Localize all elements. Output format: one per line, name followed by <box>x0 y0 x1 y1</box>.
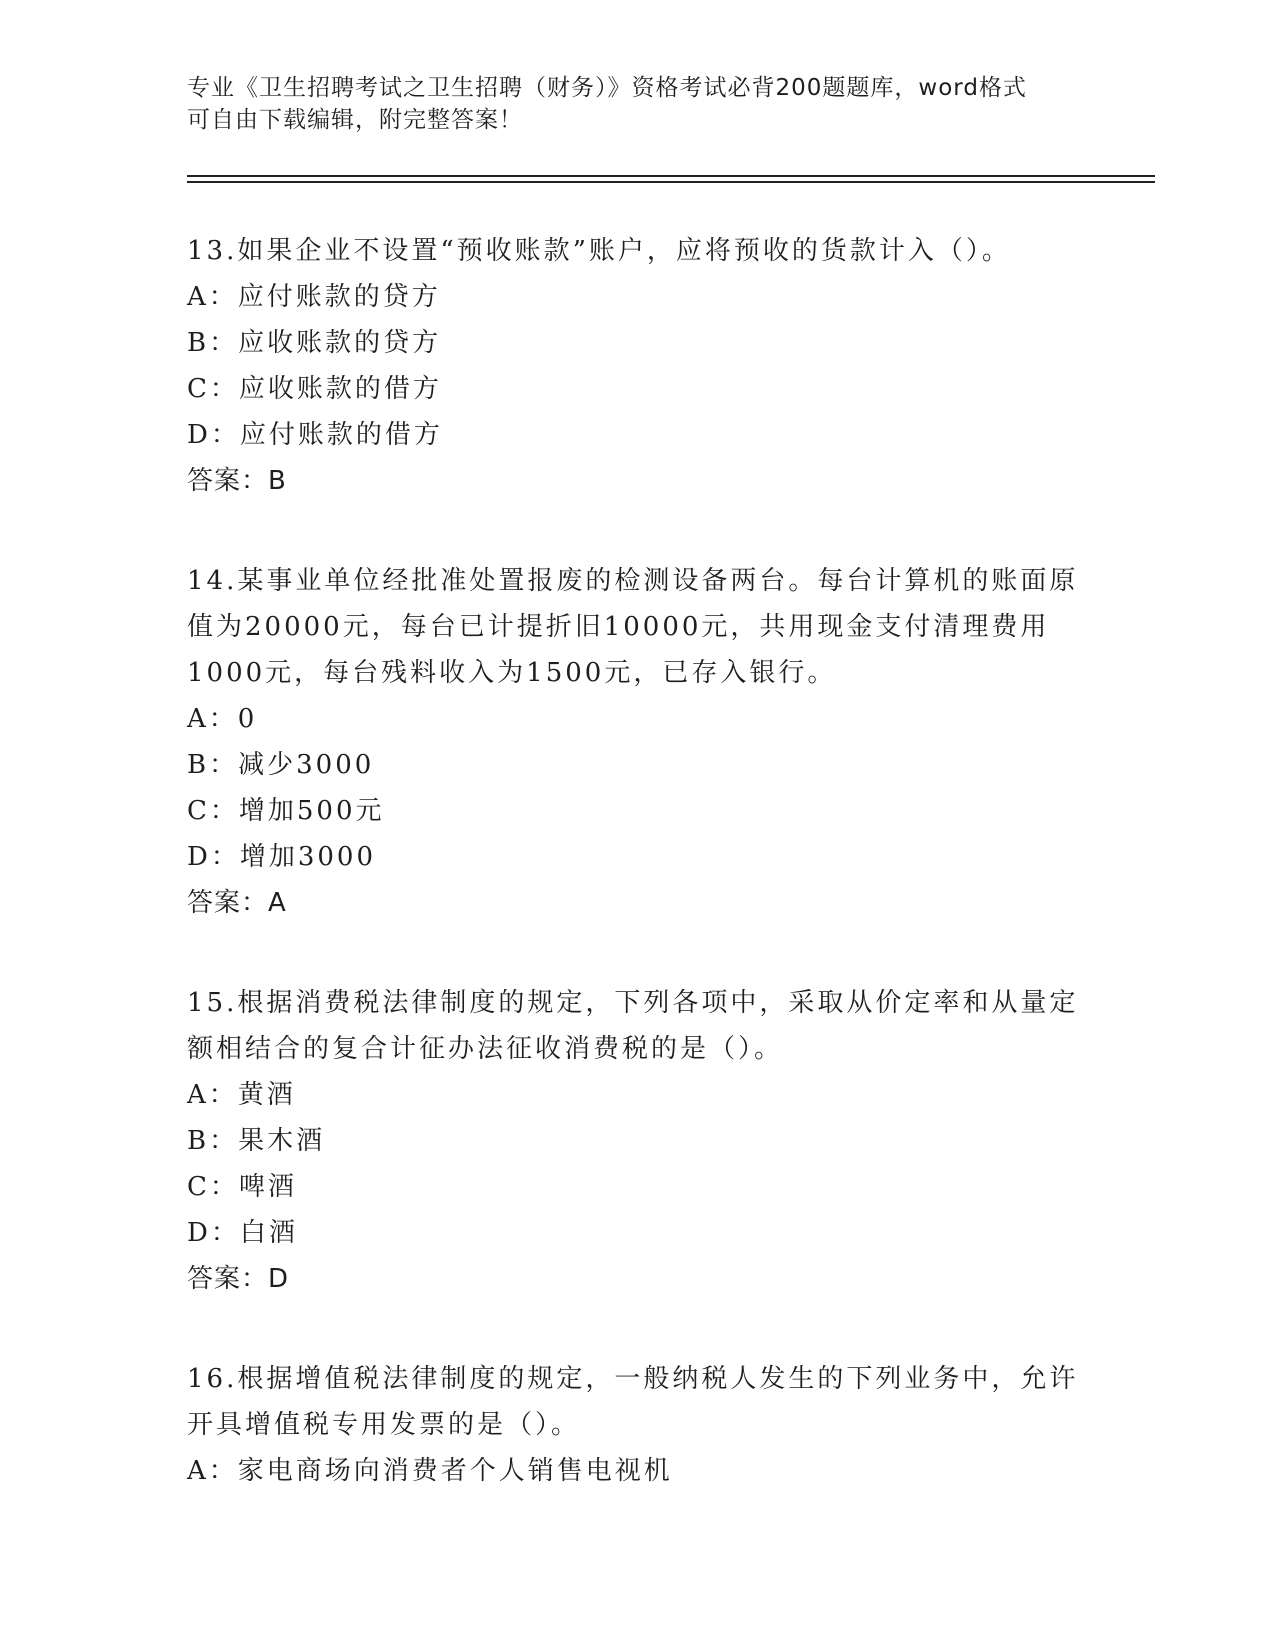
question-14 <box>187 558 1087 926</box>
option-c: C：增加500元 <box>187 796 385 826</box>
answer-label: 答案：A <box>187 888 287 918</box>
answer-label: 答案：B <box>187 466 287 496</box>
option-d: D：白酒 <box>187 1218 298 1248</box>
option-b: B：果木酒 <box>187 1126 326 1156</box>
question-13 <box>187 228 1087 504</box>
option-d: D：应付账款的借方 <box>187 420 443 450</box>
header-divider-bottom <box>187 181 1155 183</box>
question-stem: 15.根据消费税法律制度的规定，下列各项中，采取从价定率和从量定 <box>187 988 1079 1018</box>
question-15 <box>187 980 1087 1302</box>
option-a: A：家电商场向消费者个人销售电视机 <box>187 1456 673 1486</box>
option-c: C：啤酒 <box>187 1172 297 1202</box>
document-header <box>187 72 1067 136</box>
question-stem: 额相结合的复合计征办法征收消费税的是（）。 <box>187 1034 784 1064</box>
question-stem: 1000元，每台残料收入为1500元，已存入银行。 <box>187 658 837 688</box>
question-stem: 13.如果企业不设置“预收账款”账户，应将预收的货款计入（）。 <box>187 236 1011 266</box>
question-stem: 开具增值税专用发票的是（）。 <box>187 1410 581 1440</box>
question-stem: 16.根据增值税法律制度的规定，一般纳税人发生的下列业务中，允许 <box>187 1364 1079 1394</box>
option-d: D：增加3000 <box>187 842 377 872</box>
question-stem: 值为20000元，每台已计提折旧10000元，共用现金支付清理费用 <box>187 612 1050 642</box>
question-list <box>187 228 1087 1548</box>
option-b: B：减少3000 <box>187 750 375 780</box>
option-a: A：黄酒 <box>187 1080 296 1110</box>
header-line-2: 可自由下载编辑，附完整答案！ <box>187 107 523 133</box>
option-b: B：应收账款的贷方 <box>187 328 442 358</box>
header-line-1: 专业《卫生招聘考试之卫生招聘（财务）》资格考试必背200题题库，word格式 <box>187 75 1027 101</box>
header-divider-top <box>187 175 1155 177</box>
option-a: A：应付账款的贷方 <box>187 282 441 312</box>
option-a: A：0 <box>187 704 258 734</box>
option-c: C：应收账款的借方 <box>187 374 442 404</box>
question-16 <box>187 1356 1087 1494</box>
answer-label: 答案：D <box>187 1264 290 1294</box>
question-stem: 14.某事业单位经批准处置报废的检测设备两台。每台计算机的账面原 <box>187 566 1079 596</box>
